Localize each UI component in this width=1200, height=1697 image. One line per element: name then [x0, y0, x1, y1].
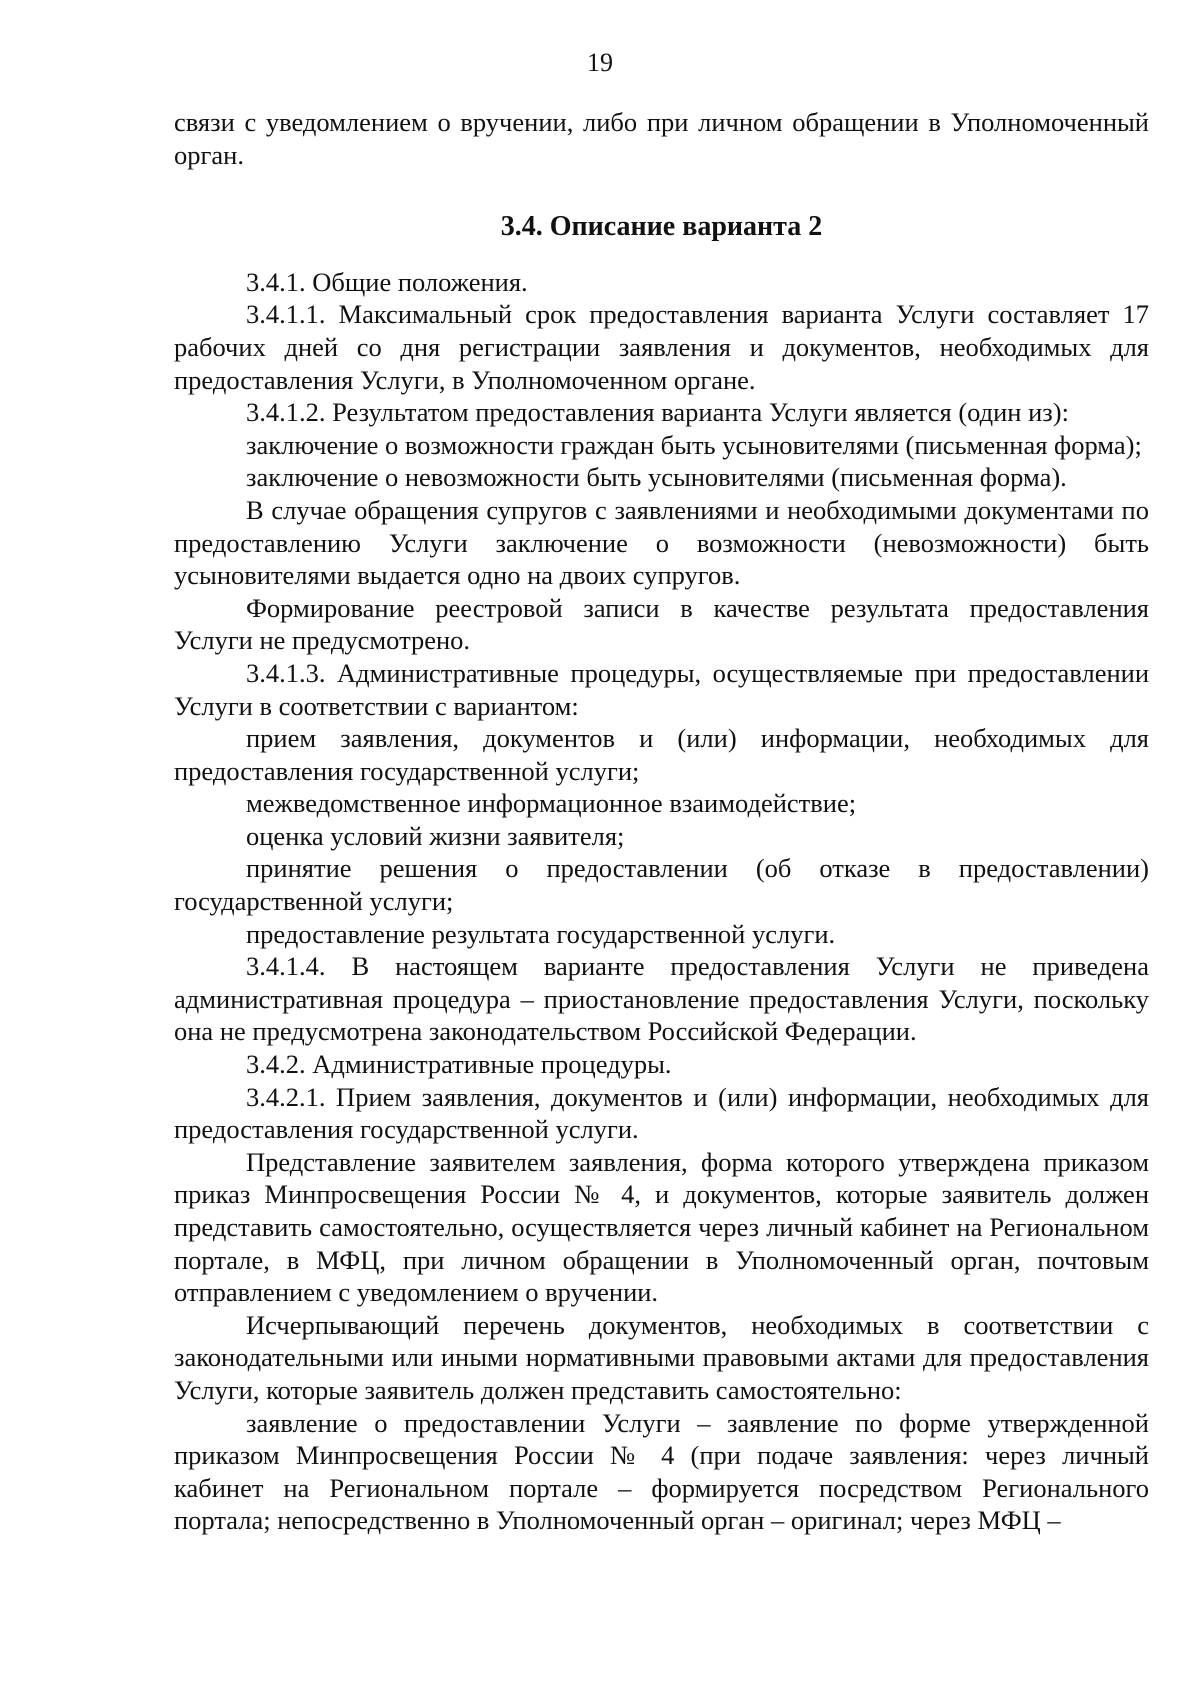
list-item: принятие решения о предоставлении (об отказе в предоставлении) государственной услуги; — [174, 853, 1149, 917]
paragraph: 3.4.1.1. Максимальный срок предоставления варианта Услуги составляет 17 рабочих дней со дня регистрации заявления и документов, необходимых для предоставления Услуги, в Уполномоченном органе. — [174, 299, 1149, 395]
paragraph: В случае обращения супругов с заявлениями и необходимыми документами по предоставлению Услуги заключение о возможности (невозможности) быть усыновителями выдается одно на двоих супругов. — [174, 494, 1149, 591]
list-item: прием заявления, документов и (или) информации, необходимых для предоставления государственной услуги; — [174, 723, 1149, 786]
paragraph: заявление о предоставлении Услуги – заявление по форме утвержденной приказом Минпросвещения России № 4 (при подаче заявления: через личный кабинет на Региональном портале – формируется посредством Регионального портала; непосредственно в Уполномоченный орган – оригинал; через МФЦ – — [174, 1407, 1149, 1536]
section-heading: 3.4. Описание варианта 2 — [500, 211, 823, 243]
paragraph: 3.4.2.1. Прием заявления, документов и (или) информации, необходимых для предоставления государственной услуги. — [174, 1081, 1149, 1145]
paragraph: связи с уведомлением о вручении, либо при личном обращении в Уполномоченный орган. — [174, 107, 1149, 170]
page-number: 19 — [587, 48, 613, 77]
paragraph: Представление заявителем заявления, форма которого утверждена приказом приказ Минпросвещения России № 4, и документов, которые заявитель должен представить самостоятельно, осуществляется через личный кабинет на Региональном портале, в МФЦ, при личном обращении в Уполномоченный орган, почтовым отправлением с уведомлением о вручении. — [174, 1146, 1149, 1308]
paragraph: Исчерпывающий перечень документов, необходимых в соответствии с законодательными или иными нормативными правовыми актами для предоставления Услуги, которые заявитель должен представить самостоятельно: — [174, 1309, 1149, 1405]
paragraph: 3.4.2. Административные процедуры. — [246, 1049, 672, 1080]
list-item: предоставление результата государственной услуги. — [246, 918, 836, 949]
paragraph: 3.4.1.4. В настоящем варианте предоставления Услуги не приведена административная процедура – приостановление предоставления Услуги, поскольку она не предусмотрена законодательством Российской Федерации. — [174, 951, 1149, 1047]
document-body — [174, 106, 1149, 1537]
paragraph: 3.4.1.3. Административные процедуры, осуществляемые при предоставлении Услуги в соответствии с вариантом: — [174, 657, 1149, 721]
list-item: заключение о невозможности быть усыновителями (письменная форма). — [246, 462, 1067, 493]
paragraph: 3.4.1. Общие положения. — [246, 266, 528, 297]
list-item: межведомственное информационное взаимодействие; — [246, 788, 857, 819]
list-item: заключение о возможности граждан быть усыновителями (письменная форма); — [246, 429, 1142, 460]
paragraph: Формирование реестровой записи в качестве результата предоставления Услуги не предусмотрено. — [174, 592, 1149, 656]
paragraph: 3.4.1.2. Результатом предоставления варианта Услуги является (один из): — [246, 397, 1069, 428]
list-item: оценка условий жизни заявителя; — [246, 820, 625, 851]
